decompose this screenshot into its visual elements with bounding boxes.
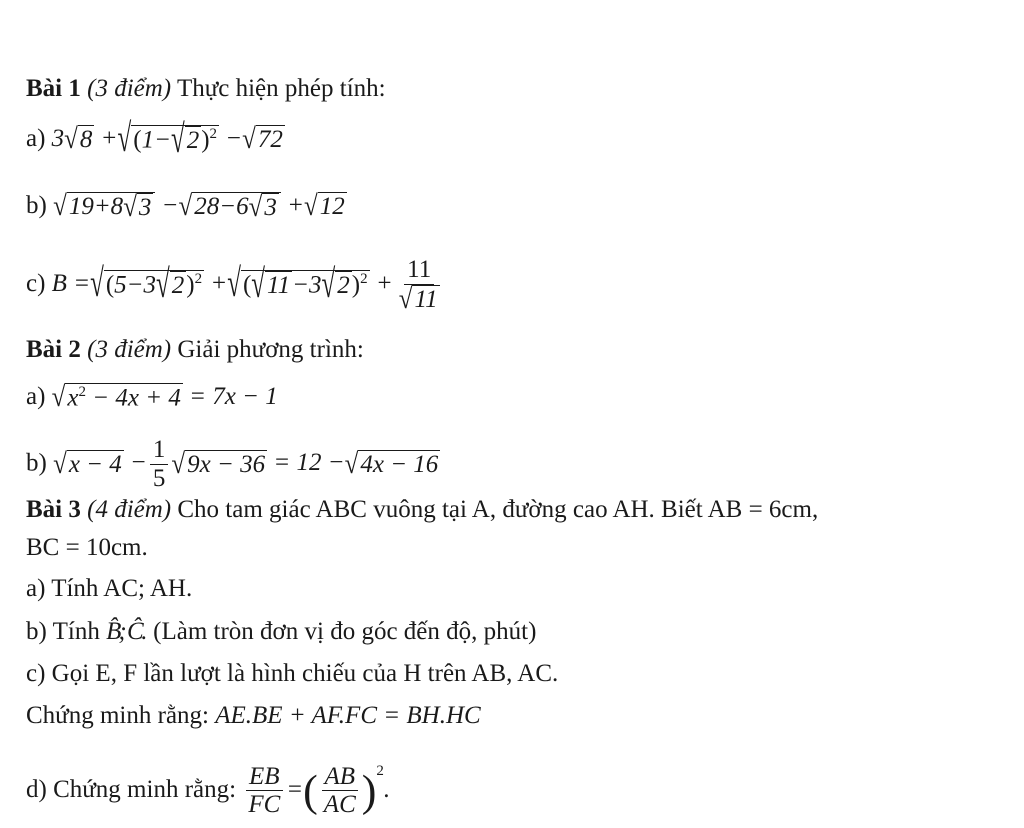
bai1-a-formula: $3√8 +√(1-√2)^2 -√72$ bbox=[51, 117, 283, 162]
bai3-c2-prefix: Chứng minh rằng: bbox=[26, 702, 209, 729]
bai3-heading bbox=[26, 495, 818, 525]
bai3-d-formula: $\frac{EB}{FC}$ =( $\frac{AB}{AC}$ )$^2$. bbox=[242, 776, 390, 803]
bai2-a bbox=[26, 382, 278, 413]
bai3-c2-formula: AE.BE + AF.FC = BH.HC bbox=[215, 702, 481, 729]
bai1-points: (3 điểm) bbox=[87, 75, 172, 102]
bai1-label: Bài 1 bbox=[26, 75, 81, 102]
bai3-d-prefix: d) Chứng minh rằng: bbox=[26, 776, 237, 803]
bai1-b-label: b) bbox=[26, 192, 47, 219]
bai2-heading bbox=[26, 335, 364, 365]
bai1-title: Thực hiện phép tính: bbox=[176, 75, 386, 102]
bai1-heading bbox=[26, 74, 386, 104]
bai2-b-formula: √x − 4 − $\frac{1}{5}$ √9x − 36 = 12 −√4x − 16 bbox=[53, 436, 439, 492]
bai1-a bbox=[26, 117, 285, 162]
bai2-label: Bài 2 bbox=[26, 336, 81, 363]
bai3-c: c) Gọi E, F lần lượt là hình chiếu của H trên AB, AC. bbox=[26, 660, 559, 687]
bai3-a: a) Tính AC; AH. bbox=[26, 575, 193, 602]
bai1-b-formula: √19+8√3 −√28−6√3 +√12 bbox=[53, 190, 345, 223]
bai3-b-symbol: B̂; Ĉ bbox=[106, 618, 141, 645]
bai3-points: (4 điểm) bbox=[87, 496, 172, 523]
bai3-b-prefix: b) Tính bbox=[26, 618, 100, 645]
bai3-intro: Cho tam giác ABC vuông tại A, đường cao AH. Biết AB = 6cm, bbox=[177, 496, 819, 523]
bai3-d bbox=[26, 756, 390, 820]
bai2-title: Giải phương trình: bbox=[177, 336, 364, 363]
bai1-c bbox=[26, 256, 446, 315]
bai2-b-label: b) bbox=[26, 449, 47, 477]
bai3-label: Bài 3 bbox=[26, 496, 81, 523]
bai1-c-formula: $B =√(5-3√2)^2 +√(√11-3√2)^2$ + $\frac{11}{√11}$ bbox=[51, 256, 438, 315]
bai2-points: (3 điểm) bbox=[87, 336, 172, 363]
bai3-b bbox=[26, 617, 536, 647]
bai2-a-label: a) bbox=[26, 383, 46, 410]
bai3-c2 bbox=[26, 701, 481, 731]
bai1-b bbox=[26, 191, 347, 223]
bai3-intro-2: BC = 10cm. bbox=[26, 534, 148, 561]
bai3-b-suffix: . (Làm tròn đơn vị đo góc đến độ, phút) bbox=[140, 618, 537, 645]
bai1-c-label: c) bbox=[26, 270, 46, 298]
bai1-a-label: a) bbox=[26, 125, 46, 152]
bai2-b bbox=[26, 436, 440, 493]
bai2-a-formula: $√x^2 - 4x + 4 = 7x - 1$ bbox=[51, 382, 278, 414]
